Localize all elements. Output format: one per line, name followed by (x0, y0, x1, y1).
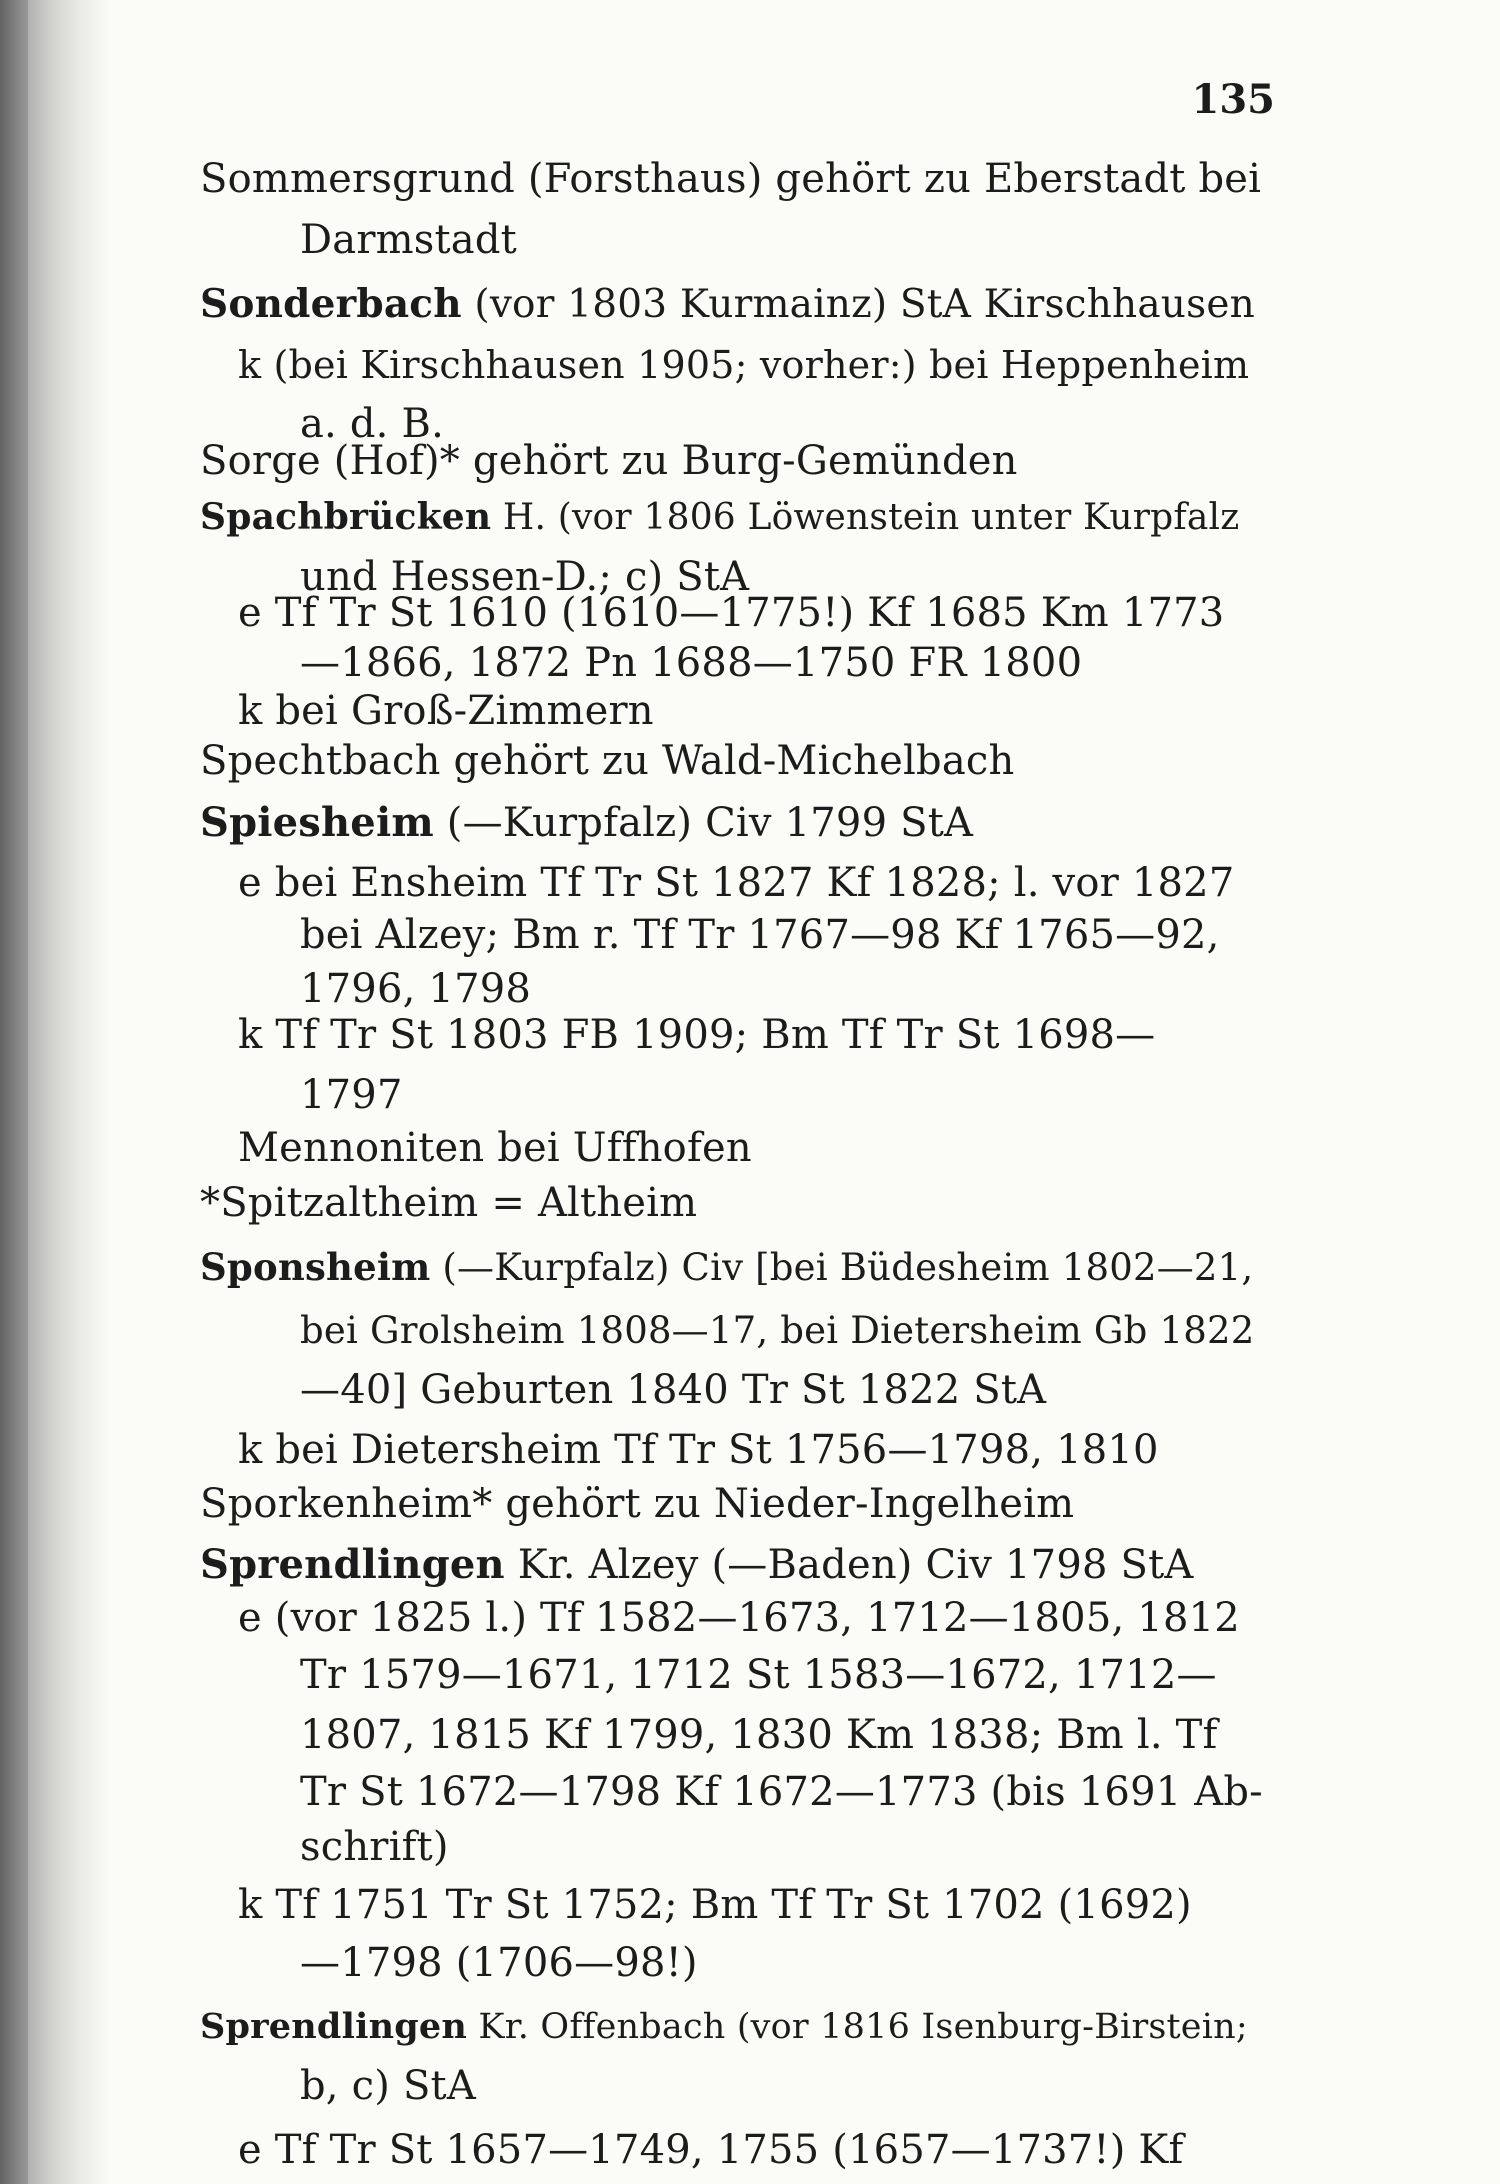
entry-line: schrift) (300, 1824, 449, 1870)
entry-line: Sorge (Hof)* gehört zu Burg-Gemünden (200, 438, 1018, 484)
entry-line (200, 1542, 1194, 1588)
entry-line: 1797 (300, 1072, 403, 1118)
entry-line: 1807, 1815 Kf 1799, 1830 Km 1838; Bm l. Tf (300, 1712, 1218, 1758)
entry-line: und Hessen-D.; c) StA (300, 554, 750, 600)
entry-line: k bei Groß-Zimmern (238, 688, 654, 734)
entry-line: Spechtbach gehört zu Wald-Michelbach (200, 738, 1015, 784)
entry-line (200, 800, 973, 846)
entry-line: *Spitzaltheim = Altheim (200, 1180, 698, 1226)
entry-line (200, 2004, 1248, 2050)
entry-line: Sporkenheim* gehört zu Nieder-Ingelheim (200, 1481, 1075, 1527)
entry-line: —40] Geburten 1840 Tr St 1822 StA (300, 1367, 1047, 1413)
entry-line: k bei Dietersheim Tf Tr St 1756—1798, 1810 (238, 1427, 1159, 1473)
entry-line: e bei Ensheim Tf Tr St 1827 Kf 1828; l. vor 1827 (238, 860, 1235, 906)
entry-line: e Tf Tr St 1657—1749, 1755 (1657—1737!) Kf (238, 2127, 1184, 2173)
entry-line: Sommersgrund (Forsthaus) gehört zu Eberstadt bei (200, 156, 1262, 202)
entry-headword: Sponsheim (200, 1245, 431, 1289)
entry-text: Kr. Alzey (—Baden) Civ 1798 StA (504, 1542, 1194, 1588)
entry-text: H. (vor 1806 Löwenstein unter Kurpfalz (491, 497, 1240, 538)
entry-text: (—Kurpfalz) Civ 1799 StA (433, 800, 974, 846)
entry-line: —1798 (1706—98!) (300, 1940, 698, 1986)
entry-line: e Tf Tr St 1610 (1610—1775!) Kf 1685 Km 1773 (238, 590, 1225, 636)
entry-line: bei Grolsheim 1808—17, bei Dietersheim Gb 1822 (300, 1309, 1255, 1352)
entry-line: Darmstadt (300, 217, 517, 263)
entry-line: Mennoniten bei Uffhofen (238, 1125, 752, 1171)
entry-text: (—Kurpfalz) Civ [bei Büdesheim 1802—21, (430, 1246, 1254, 1289)
entry-headword: Sprendlingen (200, 2006, 468, 2047)
entry-line: k Tf 1751 Tr St 1752; Bm Tf Tr St 1702 (1692) (238, 1882, 1192, 1928)
entry-line: Tr 1579—1671, 1712 St 1583—1672, 1712— (300, 1652, 1217, 1698)
entry-line: —1866, 1872 Pn 1688—1750 FR 1800 (300, 640, 1083, 686)
entry-line: k Tf Tr St 1803 FB 1909; Bm Tf Tr St 1698— (238, 1012, 1156, 1058)
entry-text: Kr. Offenbach (vor 1816 Isenburg-Birstein; (467, 2007, 1248, 2047)
entry-line: k (bei Kirschhausen 1905; vorher:) bei Heppenheim (238, 343, 1250, 387)
entry-line (200, 494, 1239, 541)
entry-headword: Sprendlingen (200, 1541, 505, 1588)
entry-headword: Spachbrücken (200, 496, 492, 538)
entry-line: e (vor 1825 l.) Tf 1582—1673, 1712—1805, 1812 (238, 1595, 1240, 1641)
entry-headword: Sonderbach (200, 281, 462, 327)
entry-line: bei Alzey; Bm r. Tf Tr 1767—98 Kf 1765—92, (300, 912, 1220, 958)
entry-headword: Spiesheim (200, 799, 434, 846)
entry-line: 1796, 1798 (300, 966, 532, 1012)
entry-line: b, c) StA (300, 2063, 476, 2109)
entry-line (200, 1244, 1253, 1291)
entry-line (200, 281, 1255, 328)
entry-text: (vor 1803 Kurmainz) StA Kirschhausen (461, 282, 1255, 327)
page-number: 135 (1191, 76, 1275, 123)
entry-line: Tr St 1672—1798 Kf 1672—1773 (bis 1691 Ab- (300, 1769, 1263, 1815)
entry-line: a. d. B. (300, 401, 445, 447)
